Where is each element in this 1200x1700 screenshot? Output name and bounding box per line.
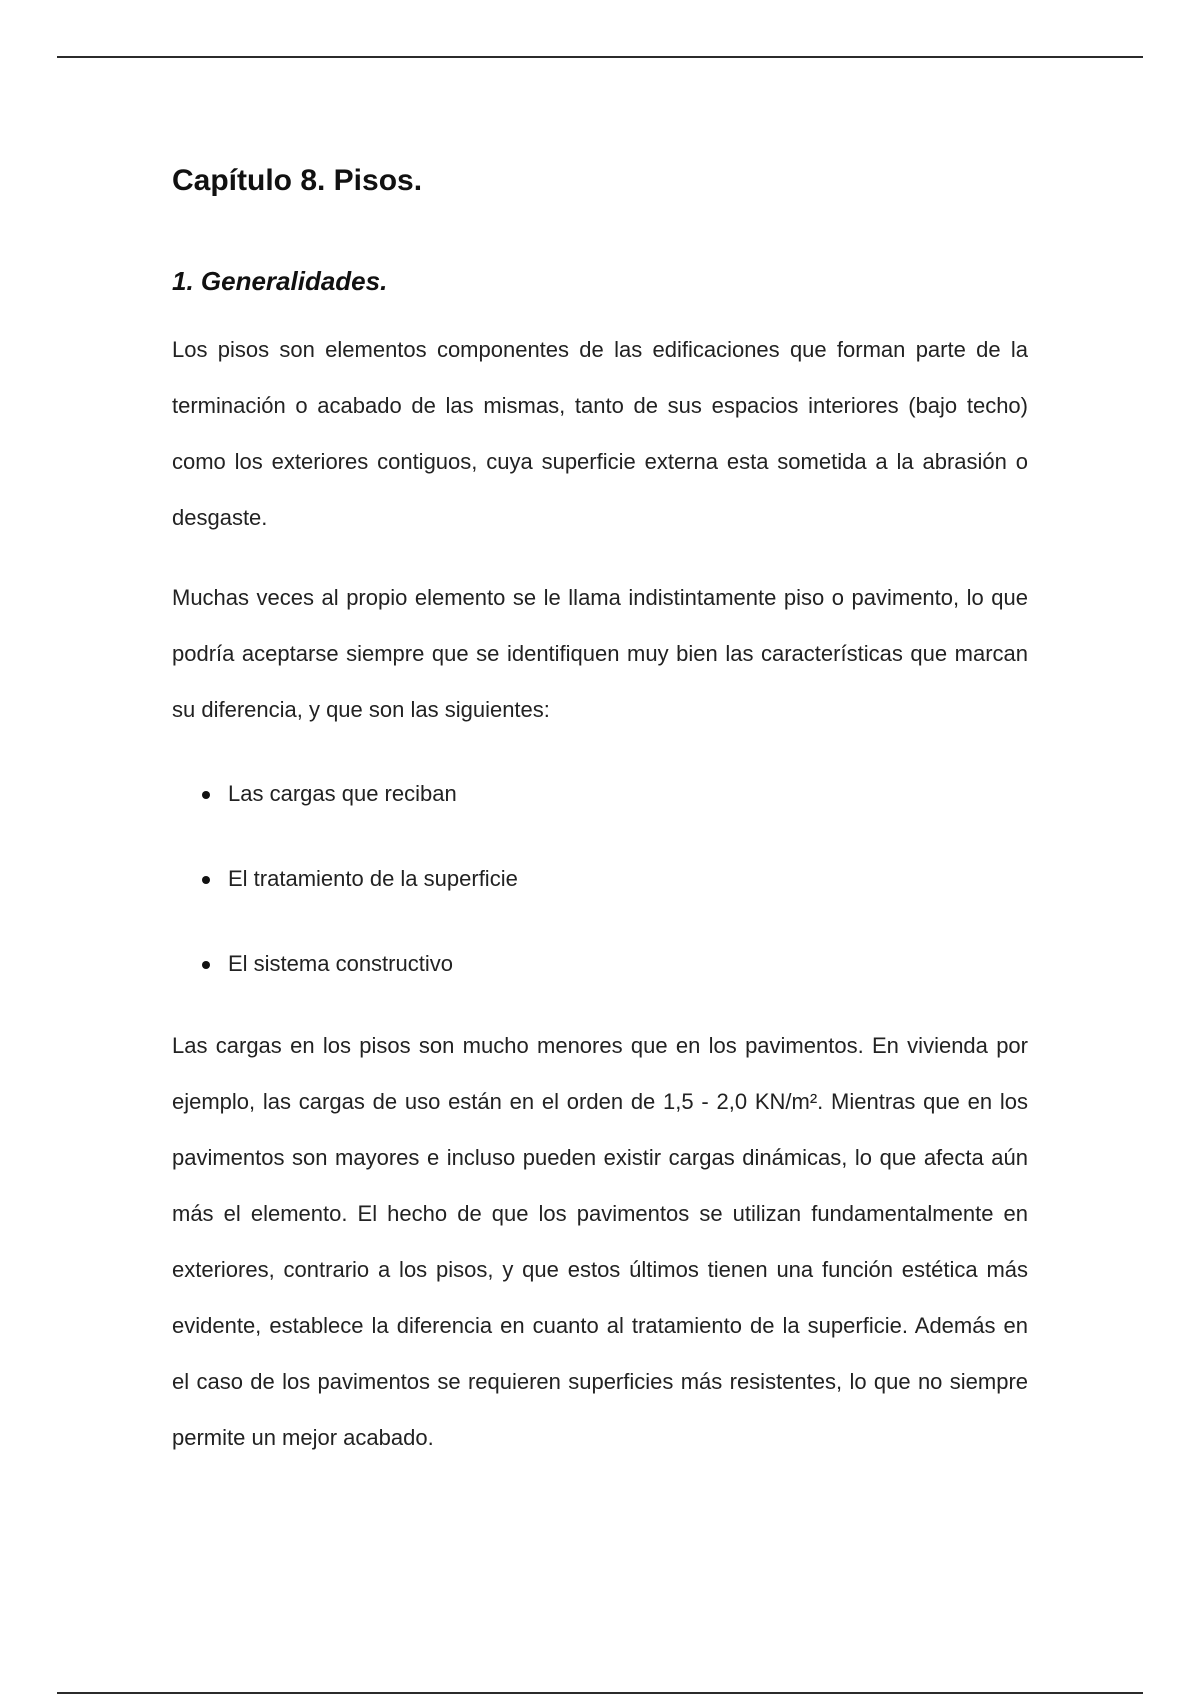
bullet-icon: [202, 961, 210, 969]
header-rule: [57, 56, 1143, 58]
list-item: [172, 851, 1028, 936]
bullet-icon: [202, 876, 210, 884]
list-item-text: El sistema constructivo: [228, 951, 453, 976]
paragraph-definition: Los pisos son elementos componentes de las edificaciones que forman parte de la terminación o acabado de las mismas, tanto de sus espacios interiores (bajo techo) como los exteriores contiguos, cuya superficie externa esta sometida a la abrasión o desgaste.: [172, 337, 1028, 530]
list-item: [172, 766, 1028, 851]
list-item-text: El tratamiento de la superficie: [228, 866, 518, 891]
paragraph-differences-intro: Muchas veces al propio elemento se le llama indistintamente piso o pavimento, lo que podría aceptarse siempre que se identifiquen muy bien las características que marcan su diferencia, y que son las siguientes:: [172, 585, 1028, 722]
list-item: [172, 936, 1028, 1021]
paragraph-loads: Las cargas en los pisos son mucho menores que en los pavimentos. En vivienda por ejemplo, las cargas de uso están en el orden de 1,5 - 2,0 KN/m². Mientras que en los pavimentos son mayores e incluso pueden existir cargas dinámicas, lo que afecta aún más el elemento. El hecho de que los pavimentos se utilizan fundamentalmente en exteriores, contrario a los pisos, y que estos últimos tienen una función estética más evidente, establece la diferencia en cuanto al tratamiento de la superficie. Además en el caso de los pavimentos se requieren superficies más resistentes, lo que no siempre permite un mejor acabado.: [172, 1033, 1028, 1450]
chapter-title: Capítulo 8. Pisos.: [172, 164, 423, 197]
footer-rule: [57, 1692, 1143, 1694]
list-item-text: Las cargas que reciban: [228, 781, 457, 806]
section-title: 1. Generalidades.: [172, 266, 388, 296]
differences-list: [172, 766, 1028, 1021]
bullet-icon: [202, 791, 210, 799]
